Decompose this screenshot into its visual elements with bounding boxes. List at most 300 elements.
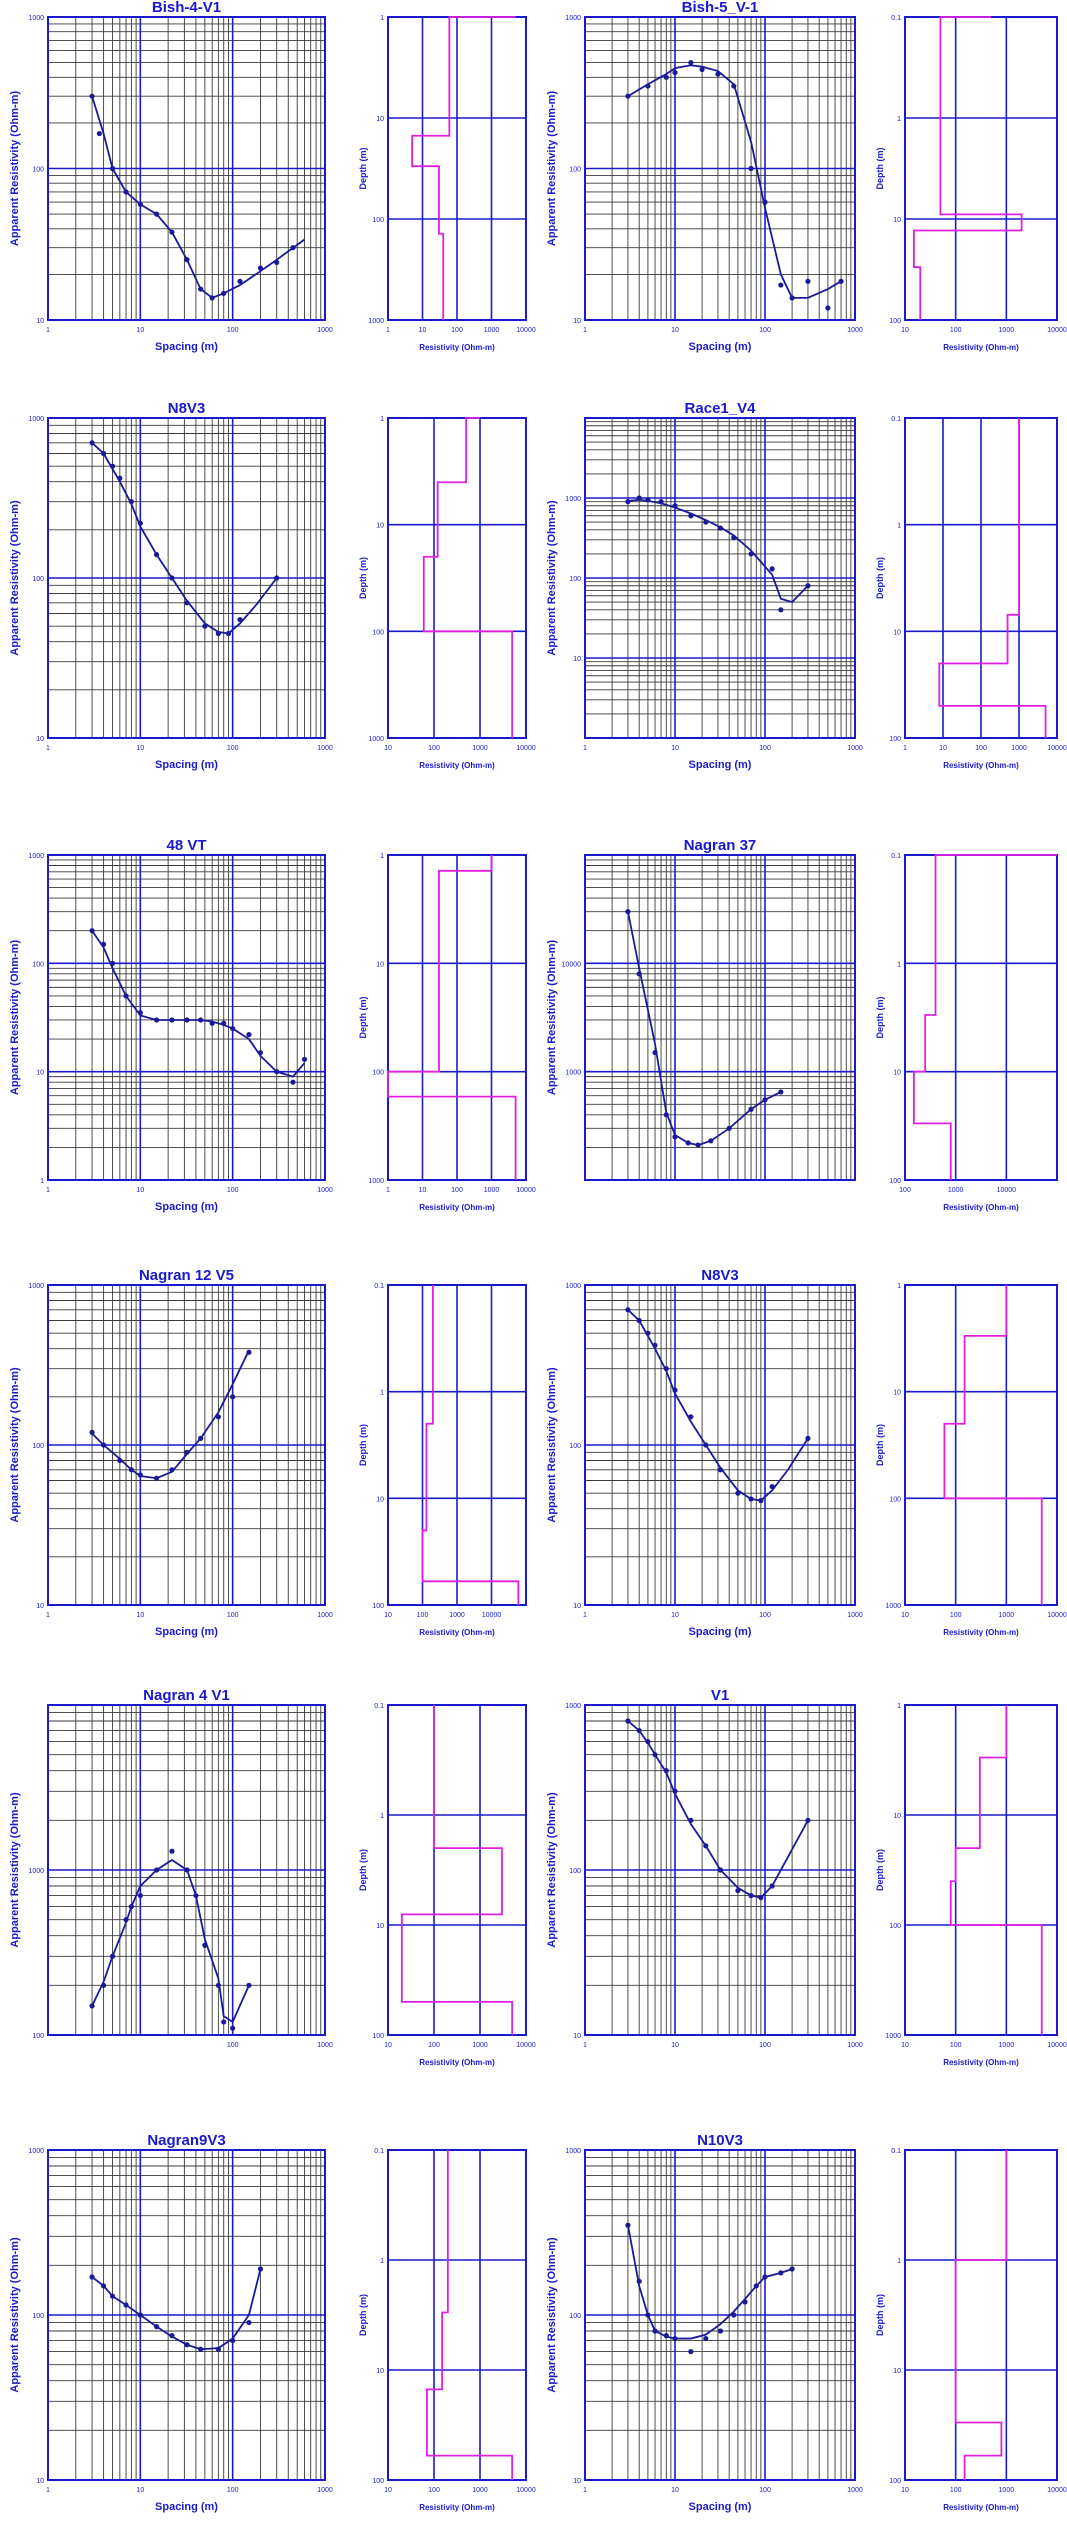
layer-model-line <box>956 2150 1007 2480</box>
chart-title: Nagran9V3 <box>147 2132 226 2149</box>
data-point <box>230 2338 235 2343</box>
data-point <box>184 1867 189 1872</box>
y-tick-label: 1 <box>380 15 384 22</box>
data-point <box>202 1943 207 1948</box>
x-tick-label: 10 <box>136 2487 145 2494</box>
data-point <box>637 971 642 976</box>
data-point <box>123 189 128 194</box>
x-tick-label: 1000 <box>847 327 863 334</box>
data-point <box>637 2279 642 2284</box>
x-tick-label: 100 <box>226 327 239 334</box>
data-point <box>645 1331 650 1336</box>
data-point <box>625 1307 630 1312</box>
major-grid <box>905 1705 1057 2035</box>
data-point <box>758 1498 763 1503</box>
y-axis-label: Depth (m) <box>358 557 368 599</box>
y-axis-label: Depth (m) <box>875 1424 885 1466</box>
x-axis-label: Spacing (m) <box>688 341 752 353</box>
x-tick-label: 100 <box>759 2042 771 2049</box>
data-point <box>290 245 295 250</box>
x-axis-label: Spacing (m) <box>688 1626 752 1638</box>
x-axis-label: Resistivity (Ohm-m) <box>943 1203 1019 1212</box>
x-tick-label: 100 <box>759 2487 771 2494</box>
major-grid <box>388 2150 526 2480</box>
data-point <box>703 519 708 524</box>
data-point <box>123 1917 128 1922</box>
x-tick-label: 1000 <box>317 1187 333 1194</box>
x-tick-label: 100 <box>975 745 987 752</box>
x-axis-label: Spacing (m) <box>688 759 752 771</box>
data-point <box>97 131 102 136</box>
y-tick-label: 10 <box>893 1813 901 1820</box>
layer-model-line <box>944 1285 1041 1605</box>
x-axis-label: Spacing (m) <box>155 1626 218 1638</box>
y-tick-label: 1000 <box>368 1178 384 1185</box>
data-point <box>101 1442 106 1447</box>
data-point <box>216 1414 221 1419</box>
data-point <box>652 1752 657 1757</box>
x-tick-label: 10 <box>939 745 947 752</box>
data-point <box>708 1138 713 1143</box>
chart-title: Bish-4-V1 <box>151 0 222 16</box>
tick-labels <box>889 15 1067 334</box>
data-point <box>672 2336 677 2341</box>
y-tick-label: 100 <box>569 2313 581 2320</box>
major-grid <box>905 418 1057 738</box>
y-tick-label: 10 <box>36 318 44 325</box>
data-point <box>246 2320 251 2325</box>
layer-model-line <box>423 1285 519 1605</box>
data-point <box>658 499 663 504</box>
data-point <box>688 513 693 518</box>
y-tick-label: 100 <box>569 576 581 583</box>
data-point <box>258 266 263 271</box>
data-point <box>688 1818 693 1823</box>
y-tick-label: 1000 <box>28 1283 44 1290</box>
x-tick-label: 100 <box>451 1187 463 1194</box>
x-tick-label: 10000 <box>516 1187 536 1194</box>
data-point <box>735 1888 740 1893</box>
y-tick-label: 1 <box>897 116 901 123</box>
y-tick-label: 100 <box>372 217 384 224</box>
y-tick-label: 10 <box>376 961 384 969</box>
layer-model-line <box>427 2150 512 2480</box>
y-tick-label: 10 <box>893 1389 901 1397</box>
x-axis-label: Resistivity (Ohm-m) <box>419 343 495 352</box>
tick-labels <box>372 1703 536 2049</box>
x-tick-label: 10 <box>901 2042 909 2049</box>
x-tick-label: 100 <box>949 2487 962 2494</box>
data-point <box>686 1140 691 1145</box>
tick-labels <box>368 853 535 1194</box>
data-point <box>735 1491 740 1496</box>
y-tick-label: 1000 <box>368 736 384 743</box>
x-tick-label: 1000 <box>998 2487 1015 2494</box>
data-point <box>198 286 203 291</box>
tick-labels <box>889 416 1067 752</box>
x-tick-label: 1000 <box>317 1612 333 1619</box>
data-point <box>748 166 753 171</box>
chart-title: Bish-5_V-1 <box>681 0 759 16</box>
fitted-curve <box>92 2269 260 2349</box>
y-tick-label: 10 <box>376 1496 384 1504</box>
plot-frame <box>905 1705 1057 2035</box>
data-point <box>138 2312 143 2317</box>
y-axis-label: Depth (m) <box>875 147 885 190</box>
y-axis-label: Depth (m) <box>875 557 885 599</box>
x-tick-label: 10 <box>901 327 909 334</box>
plot-frame <box>388 418 526 738</box>
data-point <box>805 1818 810 1823</box>
tick-labels <box>28 853 332 1194</box>
observed-points <box>89 1350 251 1481</box>
y-tick-label: 10 <box>36 1069 44 1077</box>
y-tick-label: 10 <box>893 217 901 224</box>
data-point <box>664 2333 669 2338</box>
x-tick-label: 100 <box>428 2487 440 2494</box>
data-point <box>770 1883 775 1888</box>
data-point <box>216 631 221 636</box>
plot-frame <box>585 855 855 1180</box>
data-point <box>169 2333 174 2338</box>
layer-model-line <box>388 855 516 1180</box>
x-axis-label: Resistivity (Ohm-m) <box>943 2503 1019 2512</box>
x-tick-label: 100 <box>759 327 771 334</box>
data-point <box>637 1318 642 1323</box>
data-point <box>138 521 143 526</box>
data-point <box>688 60 693 65</box>
x-tick-label: 10 <box>136 745 145 752</box>
y-tick-label: 10 <box>376 522 384 530</box>
chart-panel-7 <box>546 400 863 771</box>
data-point <box>258 1050 263 1055</box>
chart-title: Nagran 4 V1 <box>143 1687 230 1704</box>
y-tick-label: 100 <box>372 629 384 637</box>
chart-title: 48 VT <box>166 837 207 854</box>
data-point <box>703 1843 708 1848</box>
y-tick-label: 1 <box>380 1813 384 1820</box>
data-point <box>184 2342 189 2347</box>
data-point <box>216 2347 221 2352</box>
y-tick-label: 0.1 <box>374 2148 384 2155</box>
fitted-curve <box>628 65 841 298</box>
data-point <box>718 2328 723 2333</box>
data-point <box>169 230 174 235</box>
data-point <box>110 464 115 469</box>
x-tick-label: 1 <box>386 327 390 334</box>
data-point <box>664 75 669 80</box>
data-point <box>210 1021 215 1026</box>
layer-model-line <box>412 17 515 320</box>
data-point <box>645 2312 650 2317</box>
y-tick-label: 1 <box>380 2258 384 2265</box>
chart-panel-10 <box>358 853 536 1212</box>
y-axis-label: Apparent Resistivity (Ohm-m) <box>546 939 558 1096</box>
x-tick-label: 10 <box>384 1612 392 1619</box>
y-tick-label: 10 <box>573 2478 581 2485</box>
x-tick-label: 100 <box>949 1612 962 1619</box>
y-tick-label: 1 <box>380 1389 384 1397</box>
y-tick-label: 100 <box>889 318 901 325</box>
x-tick-label: 1000 <box>449 1612 465 1619</box>
data-point <box>184 1450 189 1455</box>
data-point <box>688 2349 693 2354</box>
x-tick-label: 1000 <box>1011 745 1027 752</box>
y-tick-label: 0.1 <box>891 853 901 860</box>
data-point <box>117 1458 122 1463</box>
y-tick-label: 1000 <box>28 2148 44 2155</box>
x-tick-label: 10 <box>671 745 679 752</box>
y-tick-label: 1000 <box>28 416 44 423</box>
plot-frame <box>388 2150 526 2480</box>
fitted-curve <box>628 912 781 1145</box>
tick-labels <box>885 1283 1066 1619</box>
x-tick-label: 1 <box>583 745 587 752</box>
data-point <box>89 1430 94 1435</box>
tick-labels <box>889 853 1016 1194</box>
y-axis-label: Apparent Resistivity (Ohm-m) <box>546 500 558 656</box>
y-tick-label: 10000 <box>561 961 581 969</box>
data-point <box>258 2266 263 2271</box>
data-point <box>778 2270 783 2275</box>
y-axis-label: Depth (m) <box>358 1849 368 1891</box>
data-point <box>89 94 94 99</box>
y-tick-label: 1000 <box>565 1069 581 1077</box>
y-axis-label: Apparent Resistivity (Ohm-m) <box>9 1367 21 1523</box>
data-point <box>748 1496 753 1501</box>
y-axis-label: Depth (m) <box>875 2294 885 2336</box>
x-tick-label: 1000 <box>472 2042 488 2049</box>
data-point <box>770 1484 775 1489</box>
x-tick-label: 10 <box>418 1187 427 1194</box>
chart-panel-22 <box>358 2148 536 2512</box>
x-tick-label: 1000 <box>317 745 333 752</box>
y-tick-label: 1000 <box>885 1603 901 1610</box>
x-tick-label: 10 <box>901 1612 909 1619</box>
y-tick-label: 1000 <box>565 1283 581 1290</box>
data-point <box>664 1112 669 1117</box>
observed-points <box>625 60 843 311</box>
data-point <box>129 1467 134 1472</box>
y-tick-label: 100 <box>32 166 44 174</box>
chart-panel-11 <box>546 837 855 1180</box>
x-tick-label: 1 <box>583 2042 587 2049</box>
y-tick-label: 1 <box>380 853 384 860</box>
chart-panel-1 <box>9 0 333 353</box>
chart-title: Nagran 12 V5 <box>138 1267 235 1284</box>
y-tick-label: 1000 <box>565 496 581 503</box>
x-tick-label: 10000 <box>516 2042 536 2049</box>
data-point <box>110 1954 115 1959</box>
chart-panel-19 <box>546 1687 863 2049</box>
x-tick-label: 1000 <box>998 2042 1015 2049</box>
x-tick-label: 10 <box>901 2487 909 2494</box>
x-tick-label: 10000 <box>481 1612 502 1619</box>
data-point <box>778 282 783 287</box>
y-tick-label: 1 <box>897 961 901 969</box>
chart-panel-5 <box>9 400 333 771</box>
y-tick-label: 100 <box>32 961 44 969</box>
data-point <box>230 1026 235 1031</box>
y-tick-label: 10 <box>573 1603 581 1610</box>
y-axis-label: Apparent Resistivity (Ohm-m) <box>9 1792 21 1948</box>
data-point <box>138 1010 143 1015</box>
x-tick-label: 100 <box>428 745 440 752</box>
tick-labels <box>372 1283 501 1619</box>
x-tick-label: 1000 <box>483 327 500 334</box>
chart-title: N8V3 <box>701 1267 739 1284</box>
x-tick-label: 1 <box>583 327 587 334</box>
x-tick-label: 100 <box>226 1187 239 1194</box>
x-tick-label: 100 <box>226 745 239 752</box>
chart-title: Race1_V4 <box>684 400 756 417</box>
data-point <box>718 526 723 531</box>
data-point <box>625 499 630 504</box>
data-point <box>302 1057 307 1062</box>
y-tick-label: 100 <box>32 2033 44 2040</box>
x-tick-label: 1000 <box>947 1187 964 1194</box>
data-point <box>731 535 736 540</box>
x-tick-label: 10000 <box>1047 1612 1067 1619</box>
x-tick-label: 10000 <box>1047 327 1067 334</box>
data-point <box>198 1017 203 1022</box>
data-point <box>625 2223 630 2228</box>
y-tick-label: 1 <box>897 522 901 530</box>
y-tick-label: 100 <box>569 1443 581 1450</box>
y-axis-label: Depth (m) <box>875 1849 885 1891</box>
data-point <box>838 279 843 284</box>
y-tick-label: 1000 <box>565 2148 581 2155</box>
chart-panel-4 <box>875 15 1067 352</box>
data-point <box>101 451 106 456</box>
y-tick-label: 100 <box>889 1923 901 1930</box>
data-point <box>637 1728 642 1733</box>
y-tick-label: 10 <box>36 1603 44 1610</box>
x-tick-label: 100 <box>226 2042 239 2049</box>
x-axis-label: Spacing (m) <box>688 2501 752 2513</box>
y-axis-label: Apparent Resistivity (Ohm-m) <box>9 500 21 656</box>
x-axis-label: Resistivity (Ohm-m) <box>419 1203 495 1212</box>
x-tick-label: 10 <box>384 2487 392 2494</box>
x-tick-label: 10 <box>671 2042 679 2049</box>
data-point <box>89 440 94 445</box>
chart-panel-13 <box>9 1267 333 1638</box>
data-point <box>727 1126 732 1131</box>
x-tick-label: 1 <box>46 2487 50 2494</box>
y-tick-label: 100 <box>889 1496 901 1504</box>
fitted-curve <box>92 96 304 298</box>
data-point <box>748 1107 753 1112</box>
tick-labels <box>372 2148 536 2494</box>
data-point <box>731 83 736 88</box>
chart-title: N10V3 <box>697 2132 743 2149</box>
chart-panel-20 <box>875 1703 1067 2067</box>
chart-panel-21 <box>9 2132 333 2513</box>
y-tick-label: 0.1 <box>891 2148 901 2155</box>
data-point <box>123 2302 128 2307</box>
x-axis-label: Resistivity (Ohm-m) <box>419 1628 495 1637</box>
tick-labels <box>885 1703 1066 2049</box>
data-point <box>652 2328 657 2333</box>
data-point <box>89 928 94 933</box>
data-point <box>625 1718 630 1723</box>
x-tick-label: 1000 <box>472 745 488 752</box>
tick-labels <box>368 416 535 752</box>
y-axis-label: Apparent Resistivity (Ohm-m) <box>546 1792 558 1948</box>
x-tick-label: 1 <box>46 327 50 334</box>
y-tick-label: 100 <box>372 1069 384 1077</box>
x-axis-label: Resistivity (Ohm-m) <box>419 2503 495 2512</box>
plot-frame <box>905 2150 1057 2480</box>
data-point <box>221 2019 226 2024</box>
data-point <box>129 499 134 504</box>
y-axis-label: Depth (m) <box>358 147 368 190</box>
layer-model-line <box>424 418 512 738</box>
data-point <box>154 2324 159 2329</box>
x-tick-label: 100 <box>416 1612 429 1619</box>
y-axis-label: Apparent Resistivity (Ohm-m) <box>546 1367 558 1523</box>
data-point <box>230 1394 235 1399</box>
data-point <box>221 1021 226 1026</box>
x-tick-label: 1 <box>903 745 907 752</box>
data-point <box>89 2003 94 2008</box>
x-tick-label: 10000 <box>996 1187 1017 1194</box>
data-point <box>129 1904 134 1909</box>
data-point <box>246 1983 251 1988</box>
data-point <box>762 2274 767 2279</box>
x-tick-label: 1000 <box>317 2042 333 2049</box>
data-point <box>652 1343 657 1348</box>
y-tick-label: 100 <box>569 166 581 174</box>
y-axis-label: Depth (m) <box>358 1424 368 1466</box>
y-tick-label: 1000 <box>565 15 581 22</box>
data-point <box>101 2283 106 2288</box>
x-axis-label: Resistivity (Ohm-m) <box>943 343 1019 352</box>
y-tick-label: 100 <box>889 736 901 743</box>
data-point <box>274 575 279 580</box>
data-point <box>184 1017 189 1022</box>
data-point <box>672 1134 677 1139</box>
y-tick-label: 1000 <box>885 2033 901 2040</box>
data-point <box>699 67 704 72</box>
data-point <box>762 1097 767 1102</box>
x-tick-label: 100 <box>451 327 463 334</box>
x-tick-label: 100 <box>759 1612 771 1619</box>
data-point <box>110 2294 115 2299</box>
x-tick-label: 10 <box>136 1187 145 1194</box>
data-point <box>664 1366 669 1371</box>
major-grid <box>388 1285 526 1605</box>
x-tick-label: 10 <box>136 327 145 334</box>
x-tick-label: 100 <box>759 745 771 752</box>
data-point <box>154 1867 159 1872</box>
y-tick-label: 1000 <box>28 853 44 860</box>
major-grid <box>585 855 855 1180</box>
x-tick-label: 1 <box>46 745 50 752</box>
x-tick-label: 1 <box>46 1612 50 1619</box>
tick-labels <box>368 15 535 334</box>
y-tick-label: 100 <box>372 2033 384 2040</box>
layer-model-line <box>402 1705 512 2035</box>
major-grid <box>905 17 1057 320</box>
x-tick-label: 1 <box>583 1612 587 1619</box>
x-tick-label: 1000 <box>847 1612 863 1619</box>
x-axis-label: Resistivity (Ohm-m) <box>943 1628 1019 1637</box>
y-axis-label: Apparent Resistivity (Ohm-m) <box>9 939 21 1096</box>
x-tick-label: 1000 <box>847 745 863 752</box>
chart-panel-16 <box>875 1283 1067 1637</box>
x-tick-label: 10000 <box>1047 2042 1067 2049</box>
